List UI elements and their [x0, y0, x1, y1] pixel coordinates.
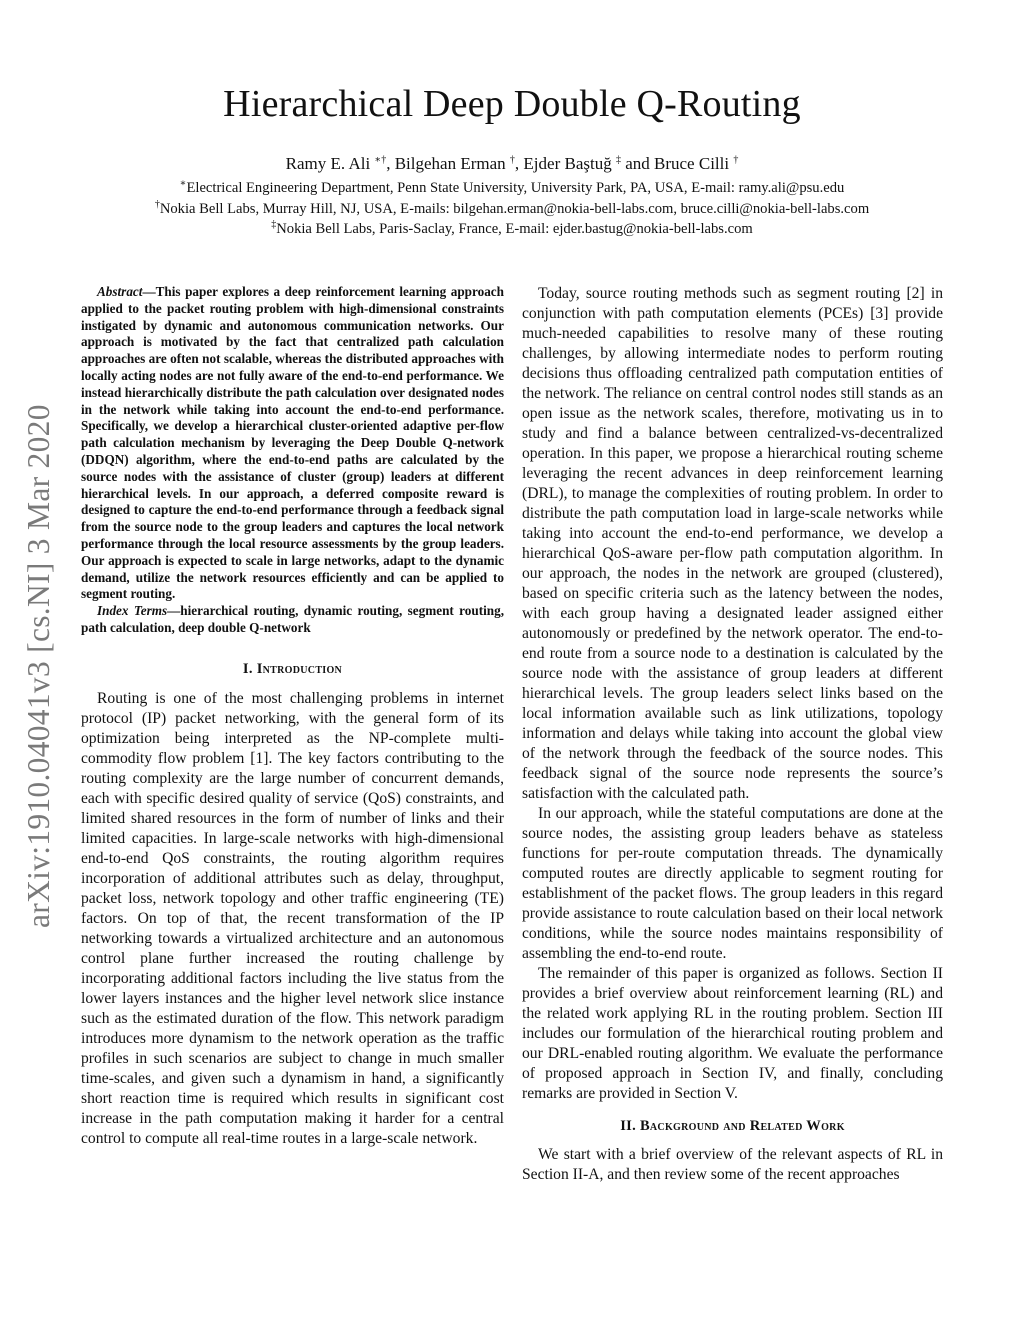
body-paragraph: Routing is one of the most challenging problems in internet protocol (IP) packet networking, with the general form of its optimization being interpreted as the NP-complete multi-commodity flow problem [1]. The key factors contributing to the routing complexity are the large number of concurrent demands, each with specific desired quality of service (QoS) constraints, and limited shared resources in the form of number of links and their limited capacities. In large-scale networks with high-dimensional end-to-end QoS constraints, the routing algorithm requires incorporation of additional attributes such as delay, throughput, packet loss, network topology and other traffic engineering (TE) factors. On top of that, the recent transformation of the IP networking towards a virtualized architecture and an autonomous control plane further increased the routing challenge by incorporating additional factors including the live status from the lower layers instances and the higher level network slice instance such as the estimated duration of the flow. This network paradigm introduces more dynamism to the network operation as the traffic profiles in such scenarios are subject to change in much smaller time-scales, and given such a dynamism in hand, a significantly short reaction time is required which results in significant cost increase in the path computation making it harder for a central control to compute all real-time routes in a large-scale network.: [81, 689, 504, 1147]
author-name: Ramy E. Ali: [285, 154, 371, 173]
author-line: [0, 154, 1024, 174]
affiliation-line: [0, 199, 1024, 218]
author-name: Bruce Cilli: [654, 154, 730, 173]
author-separator: ,: [514, 154, 520, 173]
body-paragraph: Today, source routing methods such as segment routing [2] in conjunction with path computation elements (PCEs) [3] provide much-needed capabilities to resolve many of these routing challenges, by allowing intermediate nodes to perform routing decisions thus offloading centralized path computation entities of the network. The reliance on central control nodes still stands as an open issue as the network scales, therefore, motivating us in to study and find a balance between centralized-vs-decentralized operation. In this paper, we propose a hierarchical routing scheme leveraging the recent advances in deep reinforcement learning (DRL), to manage the complexities of routing problem. In order to distribute the path computation load in large-scale networks while taking into account the end-to-end performance, we develop a hierarchical QoS-aware per-flow path computation algorithm. In our approach, the nodes in the network are grouped (clustered), based on specific criteria such as the latency between the nodes, with each group having a designated leader assigned either autonomously or predefined by the network operator. The end-to-end route from a source node to a destination is calculated by the source node with the assistance of group leaders at different hierarchical levels. The group leaders select links based on the local information available such as link utilizations, topology information and delays while taking into account the global view of the network through the feedback of the source nodes. This feedback signal of the source node represents the source’s satisfaction with the calculated path.: [522, 285, 943, 802]
section-heading: [81, 659, 504, 679]
right-column: [522, 284, 943, 1185]
author-mark: †: [509, 154, 515, 166]
abstract: [81, 284, 504, 603]
affiliation-text: Nokia Bell Labs, Paris-Saclay, France, E-mail: ejder.bastug@nokia-bell-labs.com: [276, 220, 753, 237]
body-paragraph: In our approach, while the stateful computations are done at the source nodes, the assisting group leaders behave as stateless functions for per-route computation threads. The dynamically computed routes are directly applicable to segment routing for establishment of the packet flows. The group leaders in this regard provide assistance to route calculation based on their local network conditions, while the source nodes maintains responsibility of assembling the end-to-end route.: [522, 805, 943, 962]
arxiv-identifier: arXiv:1910.04041v3 [cs.NI] 3 Mar 2020: [21, 404, 56, 928]
affiliation-mark: ∗: [179, 178, 187, 189]
author-mark: ‡: [615, 154, 621, 166]
section-heading: [522, 1116, 943, 1136]
index-terms-text: —hierarchical routing, dynamic routing, segment routing, path calculation, deep double Q-network: [81, 603, 504, 635]
affiliation-text: Nokia Bell Labs, Murray Hill, NJ, USA, E-mails: bilgehan.erman@nokia-bell-labs.com, bruce.cilli@nokia-bell-labs.com: [159, 200, 870, 217]
section-title: Introduction: [256, 660, 343, 677]
affiliation-text: Electrical Engineering Department, Penn State University, University Park, PA, USA, E-mail: ramy.ali@psu.edu: [186, 179, 845, 196]
abstract-lead: Abstract: [97, 284, 143, 299]
author-mark: ∗†: [374, 154, 387, 166]
body-paragraph: We start with a brief overview of the relevant aspects of RL in Section II-A, and then review some of the recent approaches: [522, 1146, 943, 1183]
index-terms-lead: Index Terms: [97, 603, 168, 619]
section-numeral: II.: [620, 1118, 636, 1134]
index-terms: [81, 603, 504, 637]
affiliation-mark: †: [154, 199, 160, 210]
author-name: Ejder Baştuğ: [523, 154, 612, 173]
author-conjunction: and: [625, 154, 650, 173]
left-column: [81, 284, 504, 1149]
body-paragraph: The remainder of this paper is organized as follows. Section II provides a brief overview about reinforcement learning (RL) and the related work applying RL in the routing problem. Section III includes our formulation of the hierarchical routing problem and our DRL-enabled routing algorithm. We evaluate the performance of proposed approach in Section IV, and finally, concluding remarks are provided in Section V.: [522, 965, 943, 1102]
section-numeral: I.: [242, 660, 253, 677]
affiliation-line: [0, 178, 1024, 197]
abstract-text: —This paper explores a deep reinforcement learning approach applied to the packet routing problem with high-dimensional constraints instigated by dynamic and autonomous communication networks. Our approach is motivated by the fact that centralized path calculation approaches are often not scalable, whereas the distributed approaches with locally acting nodes are not fully aware of the end-to-end performance. We instead hierarchically distribute the path calculation over designated nodes in the network while taking into account the end-to-end performance. Specifically, we develop a hierarchical cluster-oriented adaptive per-flow path calculation mechanism by leveraging the Deep Double Q-network (DDQN) algorithm, where the end-to-end paths are calculated by the source nodes with the assistance of cluster (group) leaders at different hierarchical levels. In our approach, a deferred composite reward is designed to capture the end-to-end performance through a feedback signal from the source node to the group leaders and captures the local network performance through the local resource assessments by the group leaders. Our approach is expected to scale in large networks, adapt to the dynamic demand, utilize the network resources efficiently and can be applied to segment routing.: [81, 284, 504, 602]
paper-title: Hierarchical Deep Double Q-Routing: [223, 83, 801, 125]
affiliation-mark: ‡: [271, 219, 277, 230]
section-title: Background and Related Work: [639, 1118, 845, 1134]
author-mark: †: [733, 154, 739, 166]
author-separator: ,: [386, 154, 391, 173]
affiliation-line: [0, 219, 1024, 238]
author-name: Bilgehan Erman: [394, 154, 506, 173]
